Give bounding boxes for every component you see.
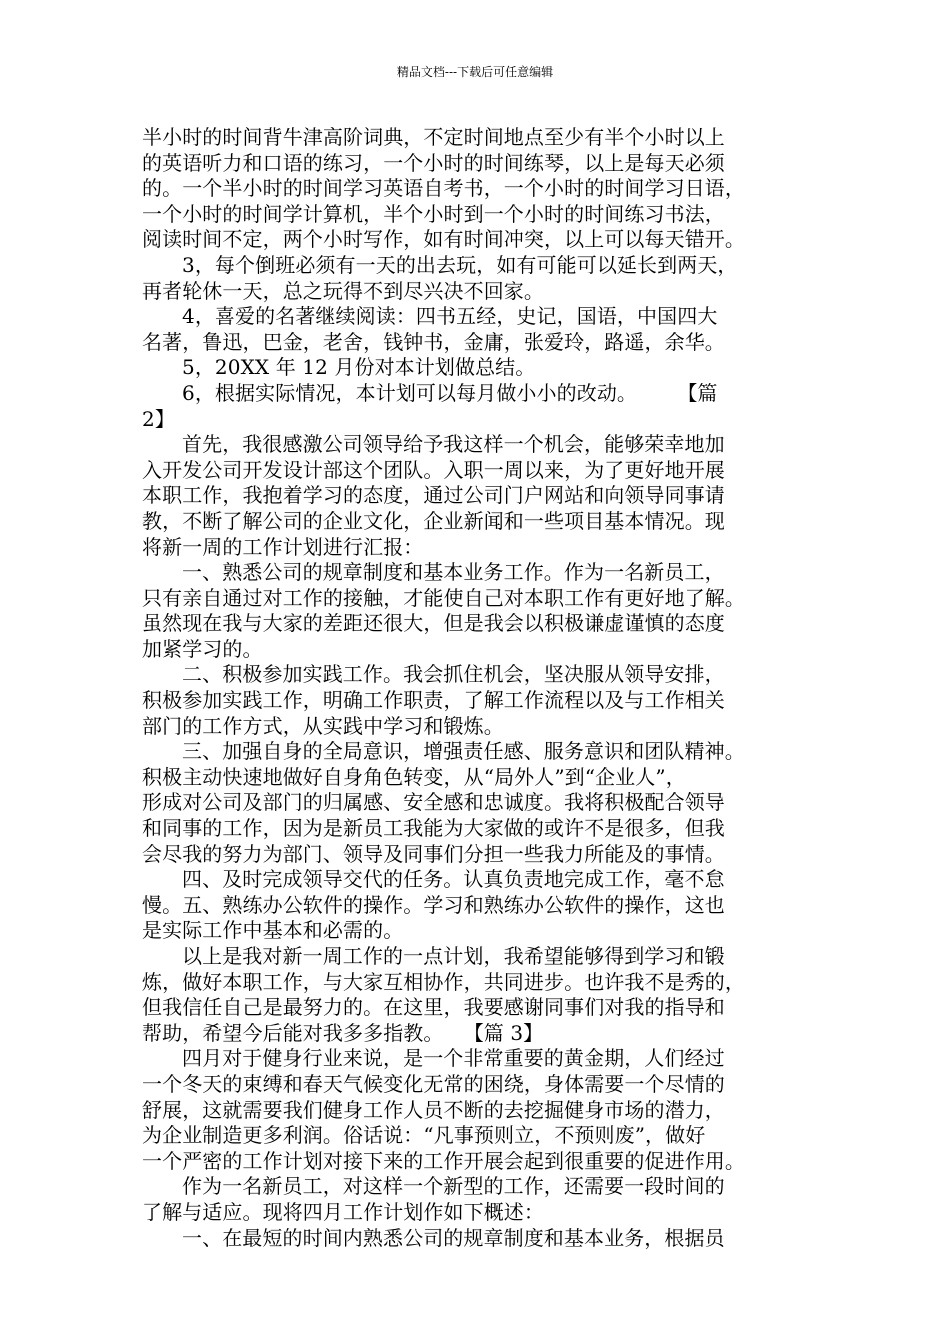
text-line: 积极主动快速地做好自身角色转变，从“局外人”到“企业人”， <box>142 764 686 789</box>
text-line: 舒展，这就需要我们健身工作人员不断的去挖掘健身市场的潜力， <box>142 1097 725 1122</box>
text-line: 本职工作，我抱着学习的态度，通过公司门户网站和向领导同事请 <box>142 483 725 508</box>
text-line: 教，不断了解公司的企业文化，企业新闻和一些项目基本情况。现 <box>142 508 725 533</box>
text-line: 6，根据实际情况，本计划可以每月做小小的改动。 【篇 <box>182 380 718 405</box>
text-line: 二、积极参加实践工作。我会抓住机会，坚决服从领导安排， <box>182 662 725 687</box>
text-line: 一个严密的工作计划对接下来的工作开展会起到很重要的促进作用。 <box>142 1148 745 1173</box>
text-line: 形成对公司及部门的归属感、安全感和忠诚度。我将积极配合领导 <box>142 790 725 815</box>
text-line: 一个小时的时间学计算机，半个小时到一个小时的时间练习书法， <box>142 201 725 226</box>
text-line: 一个冬天的束缚和春天气候变化无常的困绕，身体需要一个尽情的 <box>142 1071 725 1096</box>
text-line: 将新一周的工作计划进行汇报： <box>142 534 424 559</box>
text-line: 为企业制造更多利润。俗话说：“凡事预则立，不预则废”，做好 <box>142 1123 706 1148</box>
text-line: 是实际工作中基本和必需的。 <box>142 918 404 943</box>
text-line: 了解与适应。现将四月工作计划作如下概述： <box>142 1199 544 1224</box>
text-line: 四月对于健身行业来说，是一个非常重要的黄金期，人们经过 <box>182 1046 725 1071</box>
text-line: 炼，做好本职工作，与大家互相协作，共同进步。也许我不是秀的， <box>142 969 745 994</box>
text-line: 3，每个倒班必须有一天的出去玩，如有可能可以延长到两天， <box>182 252 738 277</box>
text-line: 4，喜爱的名著继续阅读：四书五经，史记，国语，中国四大 <box>182 304 718 329</box>
text-line: 2】 <box>142 406 175 431</box>
text-line: 和同事的工作，因为是新员工我能为大家做的或许不是很多，但我 <box>142 816 725 841</box>
text-line: 首先，我很感激公司领导给予我这样一个机会，能够荣幸地加 <box>182 432 725 457</box>
text-line: 名著，鲁迅，巴金，老舍，钱钟书，金庸，张爱玲，路遥，余华。 <box>142 329 725 354</box>
text-line: 作为一名新员工，对这样一个新型的工作，还需要一段时间的 <box>182 1174 725 1199</box>
text-line: 积极参加实践工作，明确工作职责，了解工作流程以及与工作相关 <box>142 688 725 713</box>
document-body <box>142 125 812 1251</box>
text-line: 帮助，希望今后能对我多多指教。 【篇 3】 <box>142 1020 544 1045</box>
text-line: 会尽我的努力为部门、领导及同事们分担一些我力所能及的事情。 <box>142 841 725 866</box>
text-line: 5，20XX 年 12 月份对本计划做总结。 <box>182 355 536 380</box>
page-header: 精品文档---下载后可任意编辑 <box>396 65 554 79</box>
text-line: 的。一个半小时的时间学习英语自考书，一个小时的时间学习日语， <box>142 176 745 201</box>
text-line: 的英语听力和口语的练习，一个小时的时间练琴，以上是每天必须 <box>142 150 725 175</box>
text-line: 只有亲自通过对工作的接触，才能使自己对本职工作有更好地了解。 <box>142 585 745 610</box>
text-line: 部门的工作方式，从实践中学习和锻炼。 <box>142 713 504 738</box>
text-line: 虽然现在我与大家的差距还很大，但是我会以积极谦虚谨慎的态度 <box>142 611 725 636</box>
text-line: 但我信任自己是最努力的。在这里，我要感谢同事们对我的指导和 <box>142 995 725 1020</box>
text-line: 再者轮休一天，总之玩得不到尽兴决不回家。 <box>142 278 544 303</box>
text-line: 四、及时完成领导交代的任务。认真负责地完成工作，毫不怠 <box>182 867 725 892</box>
text-line: 一、在最短的时间内熟悉公司的规章制度和基本业务，根据员 <box>182 1225 725 1250</box>
text-line: 以上是我对新一周工作的一点计划，我希望能够得到学习和锻 <box>182 944 725 968</box>
text-line: 半小时的时间背牛津高阶词典，不定时间地点至少有半个小时以上 <box>142 125 725 149</box>
text-line: 慢。五、熟练办公软件的操作。学习和熟练办公软件的操作，这也 <box>142 892 725 917</box>
text-line: 入开发公司开发设计部这个团队。入职一周以来，为了更好地开展 <box>142 457 725 482</box>
text-line: 一、熟悉公司的规章制度和基本业务工作。作为一名新员工， <box>182 560 725 585</box>
text-line: 三、加强自身的全局意识，增强责任感、服务意识和团队精神。 <box>182 739 745 764</box>
text-line: 加紧学习的。 <box>142 636 263 661</box>
text-line: 阅读时间不定，两个小时写作，如有时间冲突，以上可以每天错开。 <box>142 227 745 252</box>
